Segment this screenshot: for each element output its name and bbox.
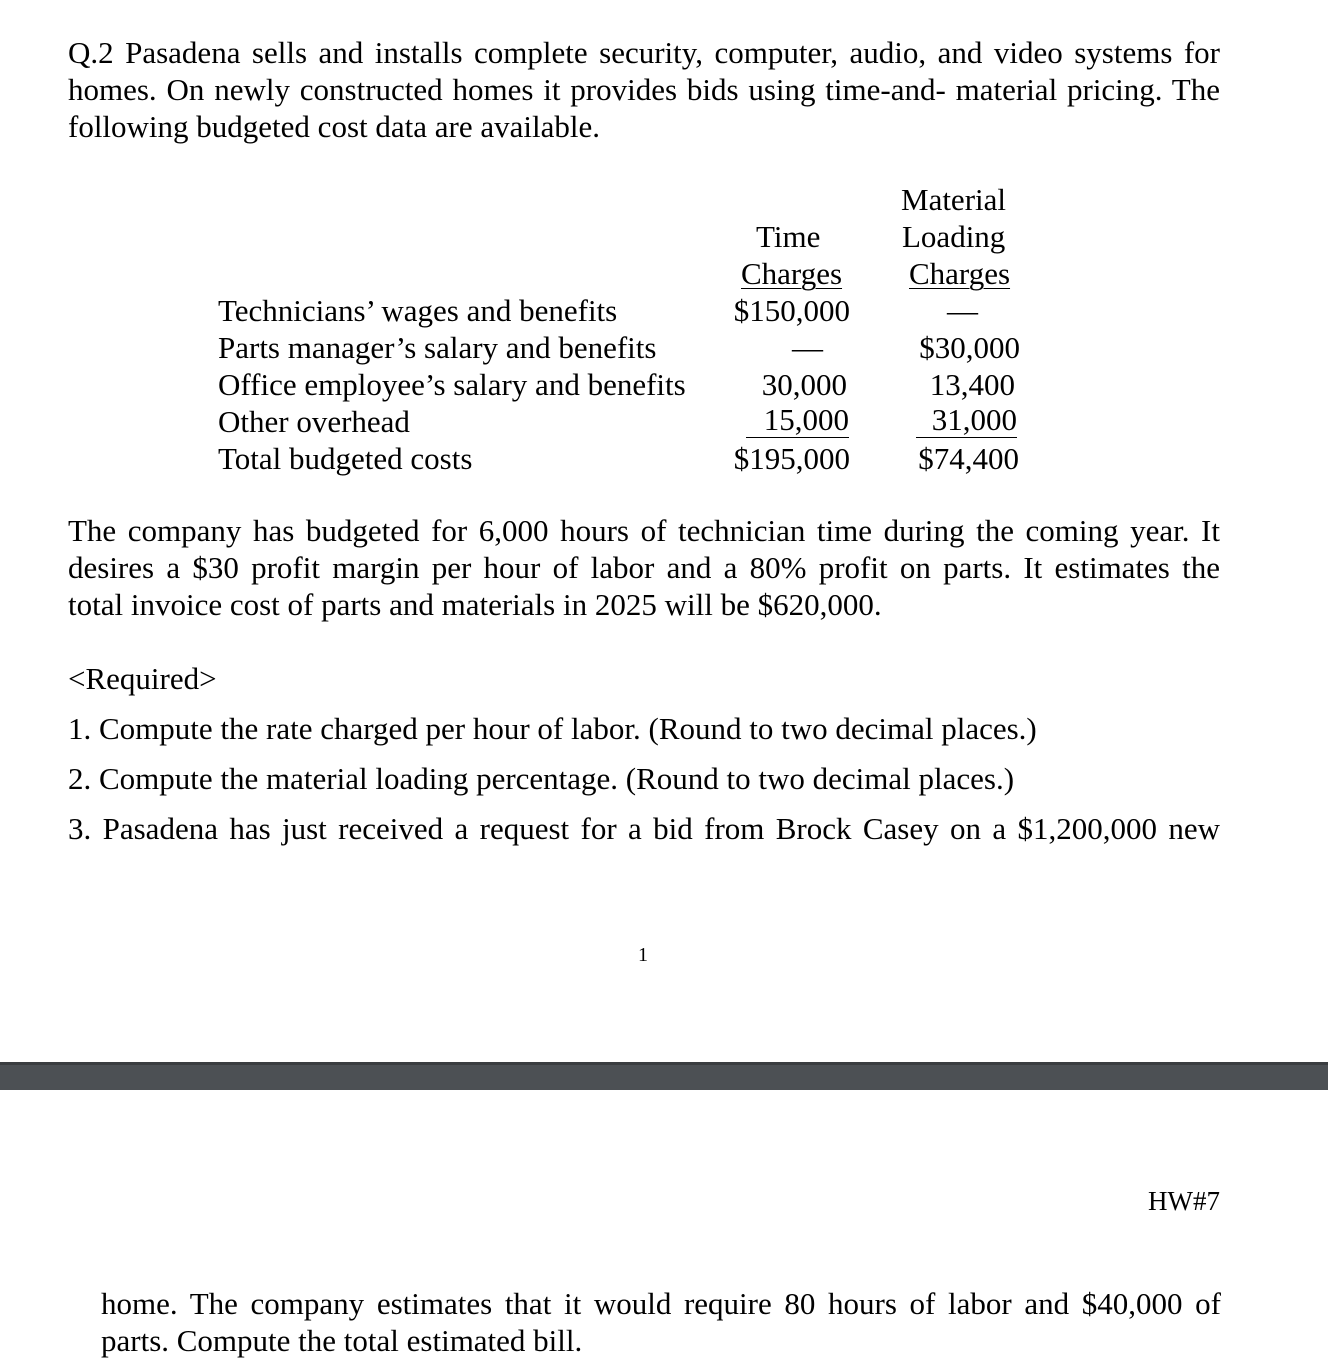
continued-paragraph [101, 1285, 1221, 1359]
row-label: Total budgeted costs [218, 441, 473, 476]
time-value: — [792, 330, 823, 365]
time-header-line1: Time [756, 219, 821, 254]
budget-line: total invoice cost of parts and materials in 2025 will be $620,000. [68, 587, 882, 622]
row-label: Other overhead [218, 404, 410, 439]
required-item: 1. Compute the rate charged per hour of labor. (Round to two decimal places.) [68, 711, 1037, 746]
page-break-divider [0, 1062, 1328, 1090]
row-label: Technicians’ wages and benefits [218, 293, 618, 328]
material-header-line3: Charges [909, 256, 1011, 291]
required-heading: <Required> [68, 661, 217, 696]
row-label: Office employee’s salary and benefits [218, 367, 686, 402]
page-number: 1 [638, 944, 648, 966]
continued-line: home. The company estimates that it would require 80 hours of labor and $40,000 of [101, 1286, 1221, 1321]
time-header-line2: Charges [741, 256, 843, 291]
required-item: 3. Pasadena has just received a request for a bid from Brock Casey on a $1,200,000 new [68, 811, 1220, 846]
material-header-line2: Loading [902, 219, 1006, 254]
budget-line: The company has budgeted for 6,000 hours of technician time during the coming year. It [68, 513, 1220, 548]
page-header: HW#7 [1148, 1186, 1220, 1216]
continued-line: parts. Compute the total estimated bill. [101, 1323, 583, 1358]
material-header-line1: Material [901, 182, 1007, 217]
material-total: $74,400 [918, 441, 1019, 476]
budget-paragraph [68, 512, 1220, 623]
question-line: homes. On newly constructed homes it provides bids using time-and- material pricing. The [68, 72, 1220, 107]
question-line: following budgeted cost data are available. [68, 109, 600, 144]
question-line: Q.2 Pasadena sells and installs complete security, computer, audio, and video systems for [68, 35, 1220, 70]
time-total: $195,000 [733, 441, 850, 476]
material-value: 13,400 [929, 367, 1015, 402]
question-paragraph [68, 34, 1220, 145]
time-value: 30,000 [761, 367, 847, 402]
time-value: 15,000 [746, 403, 849, 438]
material-value: — [947, 293, 978, 328]
material-value: $30,000 [919, 330, 1020, 365]
material-value: 31,000 [916, 403, 1017, 438]
row-label: Parts manager’s salary and benefits [218, 330, 657, 365]
budget-line: desires a $30 profit margin per hour of labor and a 80% profit on parts. It estimates the [68, 550, 1220, 585]
time-value: $150,000 [733, 293, 850, 328]
required-item: 2. Compute the material loading percentage. (Round to two decimal places.) [68, 761, 1015, 796]
